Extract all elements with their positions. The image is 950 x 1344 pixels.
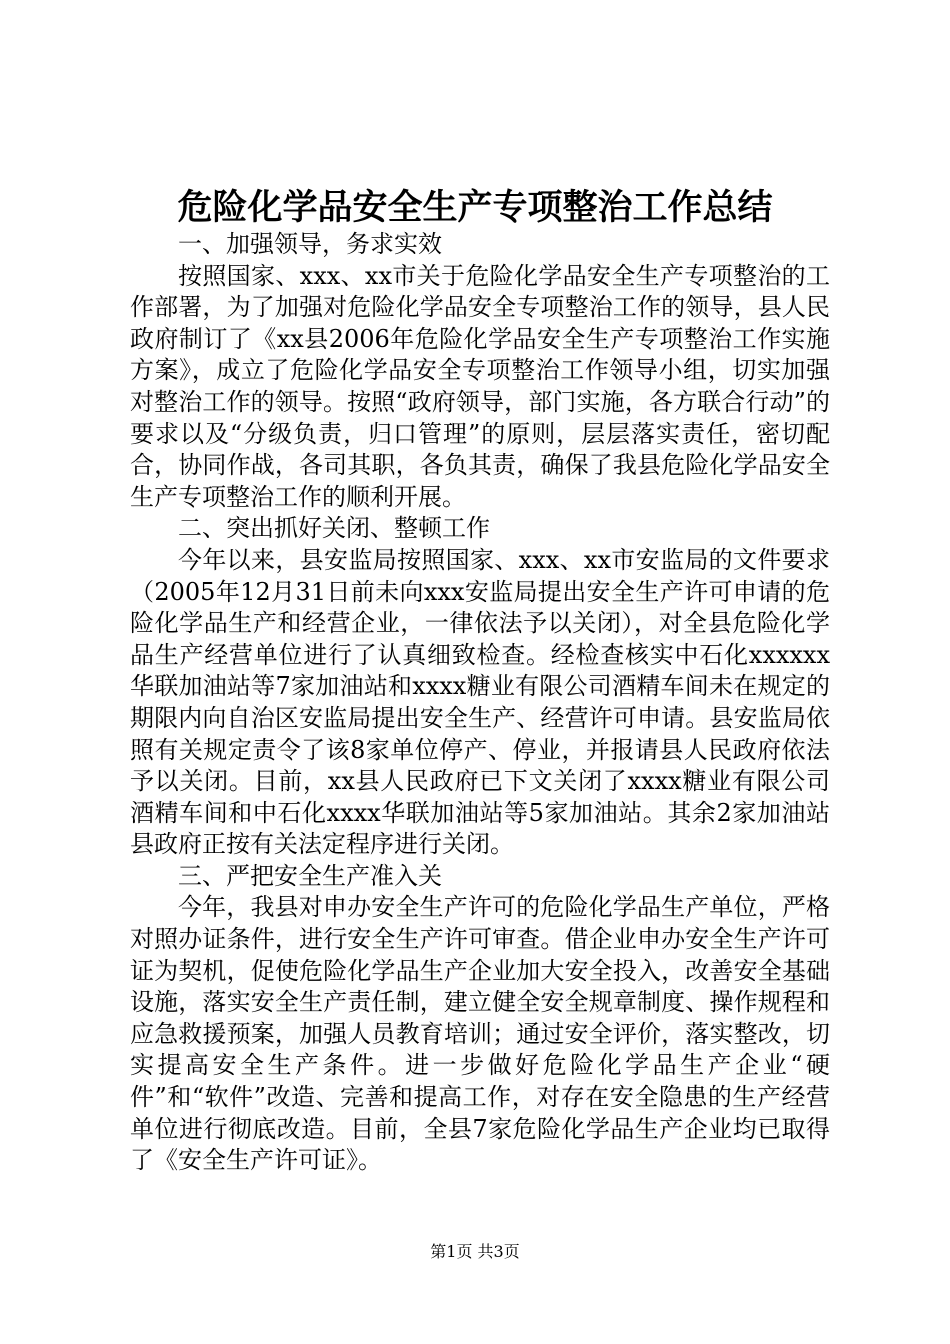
section-paragraph-2: 今年以来，县安监局按照国家、xxx、xx市安监局的文件要求（2005年12月31日前未向xxx安监局提出安全生产许可申请的危险化学品生产和经营企业，一律依法予以关闭），对全县危险化学品生产经营单位进行了认真细致检查。经检查核实中石化xxxxxx华联加油站等7家加油站和xxxx糖业有限公司酒精车间未在规定的期限内向自治区安监局提出安全生产、经营许可申请。县安监局依照有关规定责令了该8家单位停产、停业，并报请县人民政府依法予以关闭。目前，xx县人民政府已下文关闭了xxxx糖业有限公司酒精车间和中石化xxxx华联加油站等5家加油站。其余2家加油站县政府正按有关法定程序进行关闭。 xyxy=(130,545,830,859)
document-title: 危险化学品安全生产专项整治工作总结 xyxy=(177,187,773,228)
section-paragraph-1: 按照国家、xxx、xx市关于危险化学品安全生产专项整治的工作部署，为了加强对危险化学品安全专项整治工作的领导，县人民政府制订了《xx县2006年危险化学品安全生产专项整治工作实施方案》，成立了危险化学品安全专项整治工作领导小组，切实加强对整治工作的领导。按照“政府领导，部门实施，各方联合行动”的要求以及“分级负责，归口管理”的原则，层层落实责任，密切配合，协同作战，各司其职，各负其责，确保了我县危险化学品安全生产专项整治工作的顺利开展。 xyxy=(130,261,830,511)
section-heading-2: 二、突出抓好关闭、整顿工作 xyxy=(178,514,490,543)
section-heading-3: 三、严把安全生产准入关 xyxy=(178,861,442,890)
page-number-footer: 第1页 共3页 xyxy=(430,1242,520,1261)
section-paragraph-3: 今年，我县对申办安全生产许可的危险化学品生产单位，严格对照办证条件，进行安全生产许可审查。借企业申办安全生产许可证为契机，促使危险化学品生产企业加大安全投入，改善安全基础设施，落实安全生产责任制，建立健全安全规章制度、操作规程和应急救援预案，加强人员教育培训；通过安全评价，落实整改，切实提高安全生产条件。进一步做好危险化学品生产企业“硬件”和“软件”改造、完善和提高工作，对存在安全隐患的生产经营单位进行彻底改造。目前，全县7家危险化学品生产企业均已取得了《安全生产许可证》。 xyxy=(130,893,830,1175)
section-heading-1: 一、加强领导，务求实效 xyxy=(178,230,442,258)
document-body xyxy=(130,229,830,1177)
